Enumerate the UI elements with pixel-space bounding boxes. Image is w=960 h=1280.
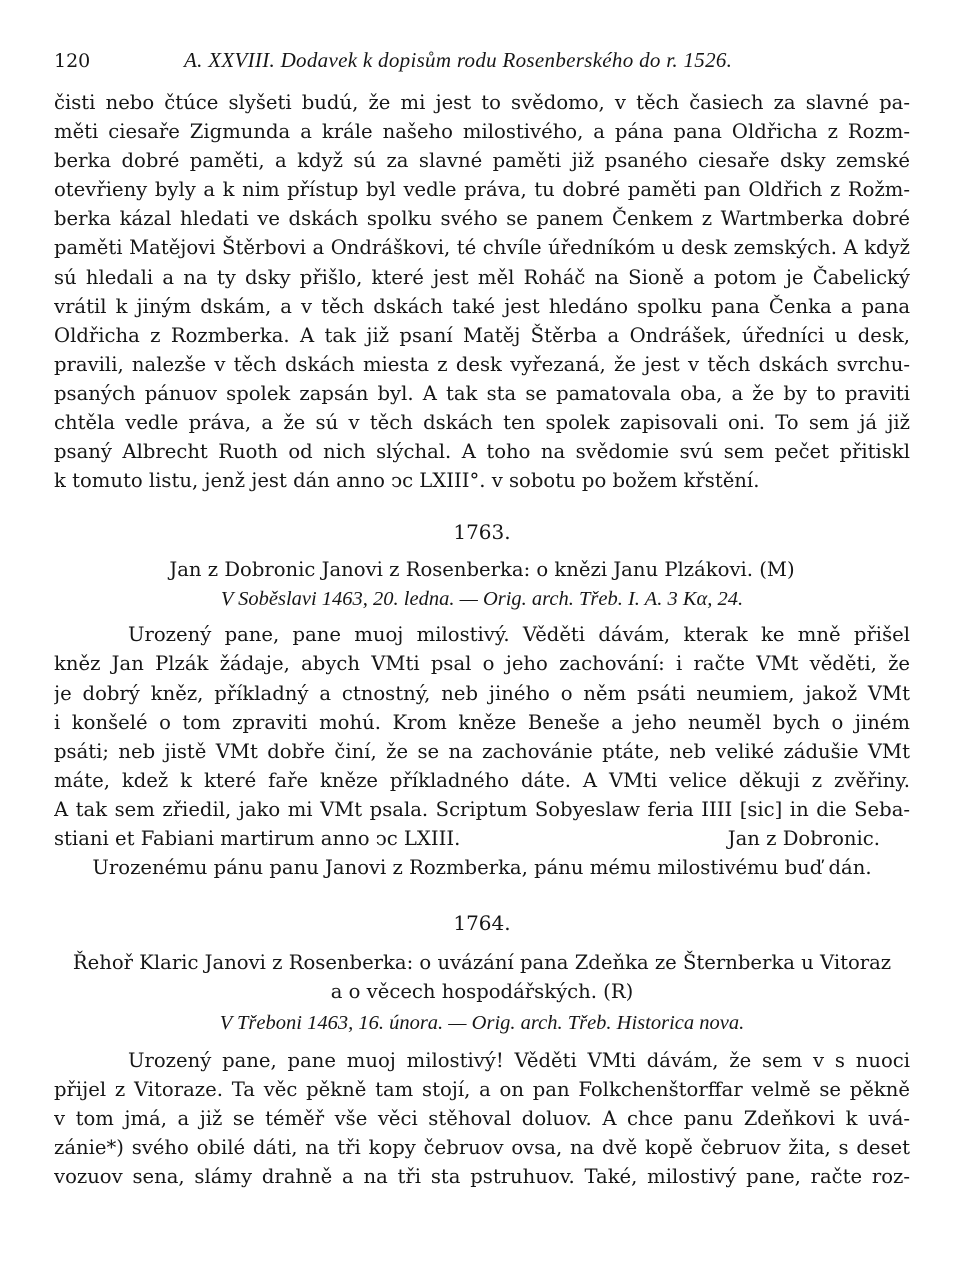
text-line: pravili, nalezše v těch dskách miesta z desk vyřezaná, že jest v těch dskách svrchu- bbox=[54, 352, 910, 376]
letter-text bbox=[54, 620, 910, 853]
letter-address: Urozenému pánu panu Janovi z Rozmberka, pánu mému milostivému buď dán. bbox=[92, 856, 872, 880]
text-line: A tak sem zřiedil, jako mi VMt psala. Scriptum Sobyeslaw feria IIII [sic] in die Seba- bbox=[54, 797, 910, 821]
text-line: berka kázal hledati ve dskách spolku svého se panem Čenkem z Wartmberka dobré bbox=[54, 207, 910, 231]
text-line: paměti Matějovi Štěrbovi a Ondráškovi, té chvíle úředníkóm u desk zemských. A když bbox=[54, 236, 910, 260]
letter-text bbox=[54, 1046, 910, 1191]
text-line: Urozený pane, pane muoj milostivý! Věděti VMti dávám, že sem v s nuoci bbox=[128, 1049, 910, 1073]
text-line: měti ciesaře Zigmunda a krále našeho milostivého, a pána pana Oldřicha z Rozm- bbox=[54, 120, 910, 144]
closing-text: stiani et Fabiani martirum anno ↄc LXIII. bbox=[54, 826, 461, 850]
entry-date-line: V Třeboni 1463, 16. února. — Orig. arch. Třeb. Historica nova. bbox=[219, 1012, 745, 1035]
document-page bbox=[54, 48, 910, 1192]
page-number: 120 bbox=[54, 50, 91, 72]
text-line: kněz Jan Plzák žádaje, abych VMti psal o jeho zachování: i račte VMt věděti, že bbox=[54, 652, 910, 676]
text-line: je dobrý kněz, příkladný a ctnostný, neb jiného o něm psáti neumiem, jakož VMt bbox=[54, 681, 910, 705]
text-line: berka dobré paměti, a když sú za slavné paměti již psaného ciesaře dsky zemské bbox=[54, 149, 910, 173]
entry-title: Řehoř Klaric Janovi z Rosenberka: o uvázání pana Zdeňka ze Šternberka u Vitoraz bbox=[72, 951, 892, 975]
closing-line bbox=[54, 824, 910, 853]
entry-date-line: V Soběslavi 1463, 20. ledna. — Orig. arch. Třeb. I. A. 3 Kα, 24. bbox=[220, 588, 744, 611]
text-line: psáti; neb jistě VMt dobře činí, že se na zachovánie ptáte, neb veliké zádušie VMt bbox=[54, 739, 910, 763]
text-line: vozuov sena, slámy drahně a na tři sta pstruhuov. Také, milostivý pane, račte roz- bbox=[54, 1165, 910, 1189]
page-header bbox=[54, 48, 910, 80]
entry-number: 1763. bbox=[453, 520, 511, 545]
signature: Jan z Dobronic. bbox=[727, 826, 880, 850]
entry-number: 1764. bbox=[453, 911, 511, 936]
text-line: Urozený pane, pane muoj milostivý. Věděti dávám, kterak ke mně přišel bbox=[128, 623, 910, 647]
text-line: chtěla vedle práva, a že sú v těch dskách ten spolek zapisovali oni. To sem já již bbox=[54, 411, 910, 435]
text-line: přijel z Vitoraze. Ta věc pěkně tam stojí, a on pan Folkchenštorffar velmě se pěkně bbox=[54, 1078, 910, 1102]
text-line: zánie*) svého obilé dáti, na tři kopy čebruov ovsa, na dvě kopě čebruov žita, s deset bbox=[54, 1136, 910, 1160]
text-line: i konšelé o tom zpraviti mohú. Krom kněze Beneše a jeho neuměl bych o jiném bbox=[54, 710, 910, 734]
entry-title: a o věcech hospodářských. (R) bbox=[330, 980, 634, 1004]
running-title: A. XXVIII. Dodavek k dopisům rodu Rosenberského do r. 1526. bbox=[184, 48, 733, 72]
text-line: vrátil k jiným dskám, a v těch dskách také jest hledáno spolku pana Čenka a pana bbox=[54, 294, 910, 318]
text-line: otevřieny byly a k nim přístup byl vedle práva, tu dobré paměti pan Oldřich z Rožm- bbox=[54, 178, 910, 202]
text-line: v tom jmá, a již se téměř vše věci stěhoval doluov. A chce panu Zdeňkovi k uvá- bbox=[54, 1107, 910, 1131]
text-line: psaných pánuov spolek zapsán byl. A tak sta se pamatovala oba, a že by to praviti bbox=[54, 381, 910, 405]
continuation-text bbox=[54, 88, 910, 495]
text-line: sú hledali a na ty dsky přišlo, které jest měl Roháč na Sioně a potom je Čabelický bbox=[54, 265, 910, 289]
text-line: k tomuto listu, jenž jest dán anno ↄc LXIII°. v sobotu po božem křstění. bbox=[54, 469, 760, 493]
text-line: Oldřicha z Rozmberka. A tak již psaní Matěj Štěrba a Ondrášek, úředníci u desk, bbox=[54, 323, 910, 347]
text-line: psaný Albrecht Ruoth od nich slýchal. A toho na svědomie svú sem pečet přitiskl bbox=[54, 440, 910, 464]
entry-title: Jan z Dobronic Janovi z Rosenberka: o knězi Janu Plzákovi. (M) bbox=[169, 558, 795, 582]
text-line: čisti nebo čtúce slyšeti budú, že mi jest to svědomo, v těch časiech za slavné pa- bbox=[54, 91, 910, 114]
text-line: máte, kdež k které faře kněze příkladného dáte. A VMti velice děkuji z zvěřiny. bbox=[54, 768, 910, 792]
